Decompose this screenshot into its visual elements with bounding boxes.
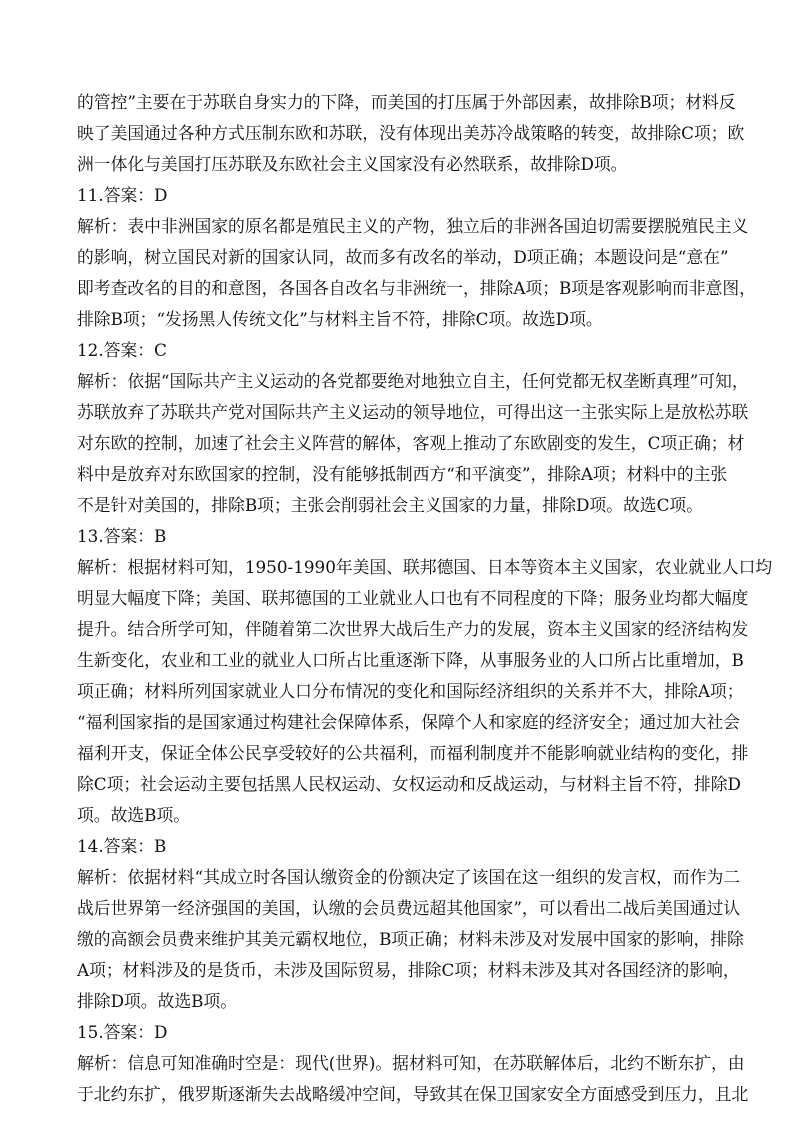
answer-heading: 12.答案：C	[77, 340, 167, 360]
explanation-line: 除C项；社会运动主要包括黑人民权运动、女权运动和反战运动，与材料主旨不符，排除D	[77, 774, 741, 794]
explanation-line: 苏联放弃了苏联共产党对国际共产主义运动的领导地位，可得出这一主张实际上是放松苏联	[77, 402, 749, 422]
explanation-line: 福利开支，保证全体公民享受较好的公共福利，而福利制度并不能影响就业结构的变化，排	[77, 743, 749, 763]
continuation-paragraph	[77, 87, 745, 180]
document-page	[77, 87, 773, 1110]
explanation-line: 即考查改名的目的和意图，各国各自改名与非洲统一，排除A项；B项是客观影响而非意图，	[77, 278, 756, 298]
answer-block-15	[77, 1017, 749, 1110]
explanation-line: 战后世界第一经济强国的美国，认缴的会员费远超其他国家”，可以看出二战后美国通过认	[77, 898, 741, 918]
explanation-line: 的影响，树立国民对新的国家认同，故而多有改名的举动，D项正确；本题设问是“意在”	[77, 247, 729, 267]
explanation-line: 明显大幅度下降；美国、联邦德国的工业就业人口也有不同程度的下降；服务业均都大幅度	[77, 588, 749, 608]
explanation-line: 生新变化，农业和工业的就业人口所占比重逐渐下降，从事服务业的人口所占比重增加，B	[77, 650, 744, 670]
explanation-line: 排除D项。故选B项。	[77, 991, 238, 1011]
text-line: 映了美国通过各种方式压制东欧和苏联，没有体现出美苏冷战策略的转变，故排除C项；欧	[77, 123, 745, 143]
explanation-line: 对东欧的控制，加速了社会主义阵营的解体，客观上推动了东欧剧变的发生，C项正确；材	[77, 433, 745, 453]
answer-heading: 11.答案：D	[77, 185, 168, 205]
explanation-line: 提升。结合所学可知，伴随着第二次世界大战后生产力的发展，资本主义国家的经济结构发	[77, 619, 749, 639]
answer-heading: 15.答案：D	[77, 1022, 168, 1042]
explanation-line: 解析：根据材料可知，1950-1990年美国、联邦德国、日本等资本主义国家，农业就业人口均	[77, 557, 773, 577]
explanation-line: 料中是放弃对东欧国家的控制，没有能够抵制西方“和平演变”，排除A项；材料中的主张	[77, 464, 728, 484]
explanation-line: 解析：信息可知准确时空是：现代(世界)。据材料可知，在苏联解体后，北约不断东扩，由	[77, 1053, 745, 1073]
text-line: 的管控”主要在于苏联自身实力的下降，而美国的打压属于外部因素，故排除B项；材料反	[77, 92, 736, 112]
answer-block-13	[77, 521, 773, 831]
explanation-line: 不是针对美国的，排除B项；主张会削弱社会主义国家的力量，排除D项。故选C项。	[77, 495, 703, 515]
explanation-line: 项。故选B项。	[77, 805, 191, 825]
explanation-line: 项正确；材料所列国家就业人口分布情况的变化和国际经济组织的关系并不大，排除A项；	[77, 681, 744, 701]
explanation-line: 解析：依据材料“其成立时各国认缴资金的份额决定了该国在这一组织的发言权，而作为二	[77, 867, 741, 887]
answer-block-11	[77, 180, 756, 335]
explanation-line: A项；材料涉及的是货币，未涉及国际贸易，排除C项；材料未涉及其对各国经济的影响，	[77, 960, 740, 980]
explanation-line: 解析：依据“国际共产主义运动的各党都要绝对地独立自主，任何党都无权垄断真理”可知，	[77, 371, 749, 391]
text-line: 洲一体化与美国打压苏联及东欧社会主义国家没有必然联系，故排除D项。	[77, 154, 628, 174]
explanation-line: “福利国家指的是国家通过构建社会保障体系，保障个人和家庭的经济安全；通过加大社会	[77, 712, 741, 732]
explanation-line: 排除B项；“发扬黑人传统文化”与材料主旨不符，排除C项。故选D项。	[77, 309, 603, 329]
answer-heading: 13.答案：B	[77, 526, 167, 546]
answer-heading: 14.答案：B	[77, 836, 167, 856]
explanation-line: 缴的高额会员费来维护其美元霸权地位，B项正确；材料未涉及对发展中国家的影响，排除	[77, 929, 744, 949]
answer-block-12	[77, 335, 749, 521]
explanation-line: 解析：表中非洲国家的原名都是殖民主义的产物，独立后的非洲各国迫切需要摆脱殖民主义	[77, 216, 749, 236]
explanation-line: 于北约东扩，俄罗斯逐渐失去战略缓冲空间，导致其在保卫国家安全方面感受到压力，且北	[77, 1084, 749, 1104]
answer-block-14	[77, 831, 744, 1017]
